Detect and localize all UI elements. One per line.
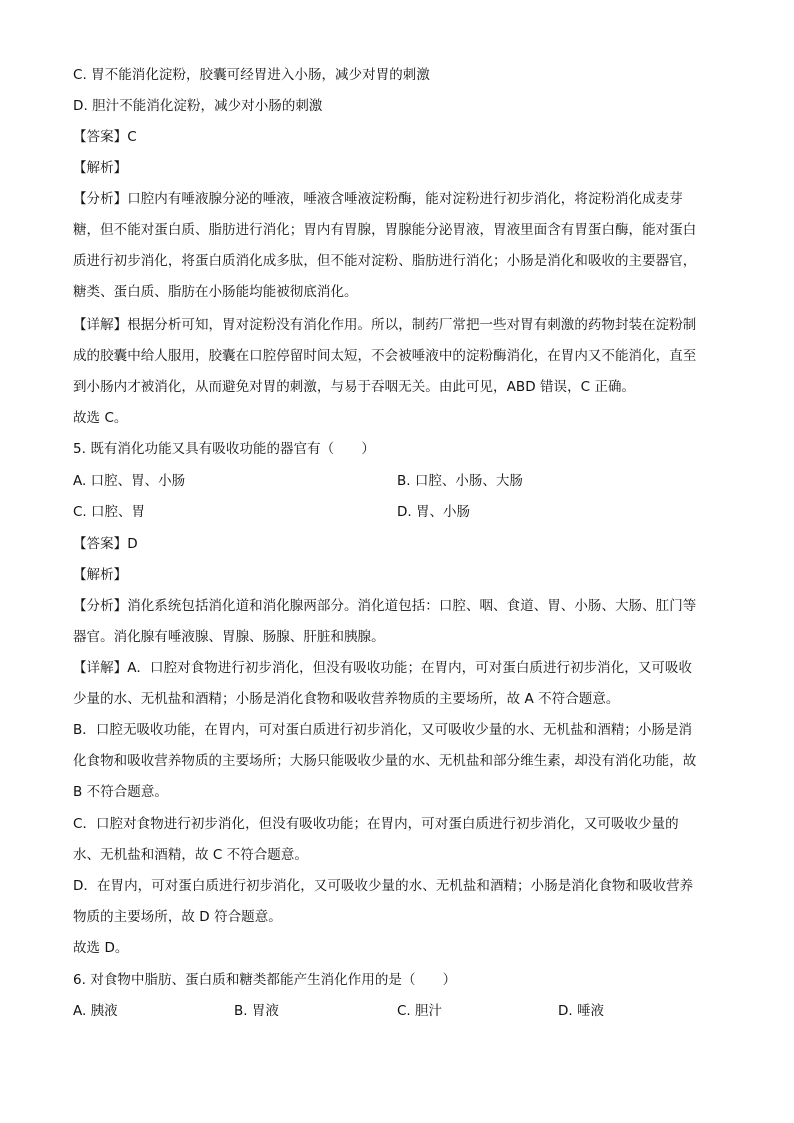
q4-analysis-line: 【分析】口腔内有唾液腺分泌的唾液，唾液含唾液淀粉酶，能对淀粉进行初步消化，将淀粉消化成麦芽 [73,191,683,207]
q5-detail-line: 【详解】A．口腔对食物进行初步消化，但没有吸收功能；在胃内，可对蛋白质进行初步消化，又可吸收 [73,660,693,676]
q5-detail-line: 水、无机盐和酒精，故 C 不符合题意。 [73,847,308,863]
q5-analysis-line: 【分析】消化系统包括消化道和消化腺两部分。消化道包括：口腔、咽、食道、胃、小肠、大肠、肛门等 [73,598,697,614]
q5-analysis-line: 器官。消化腺有唾液腺、胃腺、肠腺、肝脏和胰腺。 [73,629,385,645]
q5-option-a: A. 口腔、胃、小肠 [73,473,186,489]
q6-option-c: C. 胆汁 [397,1003,443,1019]
q6-option-a: A. 胰液 [73,1003,118,1019]
q4-analysis-line: 糖类、蛋白质、脂肪在小肠能均能被彻底消化。 [73,284,358,300]
q4-analysis-line: 质进行初步消化，将蛋白质消化成多肽，但不能对淀粉、脂肪进行消化；小肠是消化和吸收的主要器官， [73,253,697,269]
q5-option-c: C. 口腔、胃 [73,504,146,520]
q5-detail-line: 少量的水、无机盐和酒精；小肠是消化食物和吸收营养物质的主要场所，故 A 不符合题意。 [73,691,620,707]
q5-conclusion: 故选 D。 [73,940,129,956]
q5-stem: 5. 既有消化功能又具有吸收功能的器官有（ ） [73,441,375,457]
q5-detail-line: D．在胃内，可对蛋白质进行初步消化，又可吸收少量的水、无机盐和酒精；小肠是消化食物和吸收营养 [73,878,694,894]
q5-detail-line: B．口腔无吸收功能，在胃内，可对蛋白质进行初步消化，又可吸收少量的水、无机盐和酒精；小肠是消 [73,722,693,738]
q4-detail-line: 【详解】根据分析可知，胃对淀粉没有消化作用。所以，制药厂常把一些对胃有刺激的药物封装在淀粉制 [73,317,697,333]
q5-option-d: D. 胃、小肠 [397,504,470,520]
q4-analysis-heading: 【解析】 [73,160,128,176]
q4-analysis-line: 糖，但不能对蛋白质、脂肪进行消化；胃内有胃腺，胃腺能分泌胃液，胃液里面含有胃蛋白酶，能对蛋白 [73,222,697,238]
q4-answer: 【答案】C [73,129,137,145]
q5-detail-line: 化食物和吸收营养物质的主要场所；大肠只能吸收少量的水、无机盐和部分维生素，却没有消化功能，故 [73,753,697,769]
q4-option-d: D. 胆汁不能消化淀粉，减少对小肠的刺激 [73,98,323,114]
q4-conclusion: 故选 C。 [73,410,128,426]
q4-detail-line: 到小肠内才被消化，从而避免对胃的刺激，与易于吞咽无关。由此可见，ABD 错误，C 正确。 [73,379,636,395]
q6-stem: 6. 对食物中脂肪、蛋白质和糖类都能产生消化作用的是（ ） [73,972,457,988]
q6-option-b: B. 胃液 [234,1003,279,1019]
q5-detail-line: B 不符合题意。 [73,784,168,800]
q5-detail-line: 物质的主要场所，故 D 符合题意。 [73,909,282,925]
q5-answer: 【答案】D [73,536,138,552]
q5-detail-line: C．口腔对食物进行初步消化，但没有吸收功能；在胃内，可对蛋白质进行初步消化，又可吸收少量的 [73,816,679,832]
q4-option-c: C. 胃不能消化淀粉，胶囊可经胃进入小肠，减少对胃的刺激 [73,67,430,83]
q6-option-d: D. 唾液 [558,1003,604,1019]
q5-analysis-heading: 【解析】 [73,567,128,583]
q4-detail-line: 成的胶囊中给人服用，胶囊在口腔停留时间太短，不会被唾液中的淀粉酶消化，在胃内又不能消化，直至 [73,348,697,364]
q5-option-b: B. 口腔、小肠、大肠 [397,473,523,489]
